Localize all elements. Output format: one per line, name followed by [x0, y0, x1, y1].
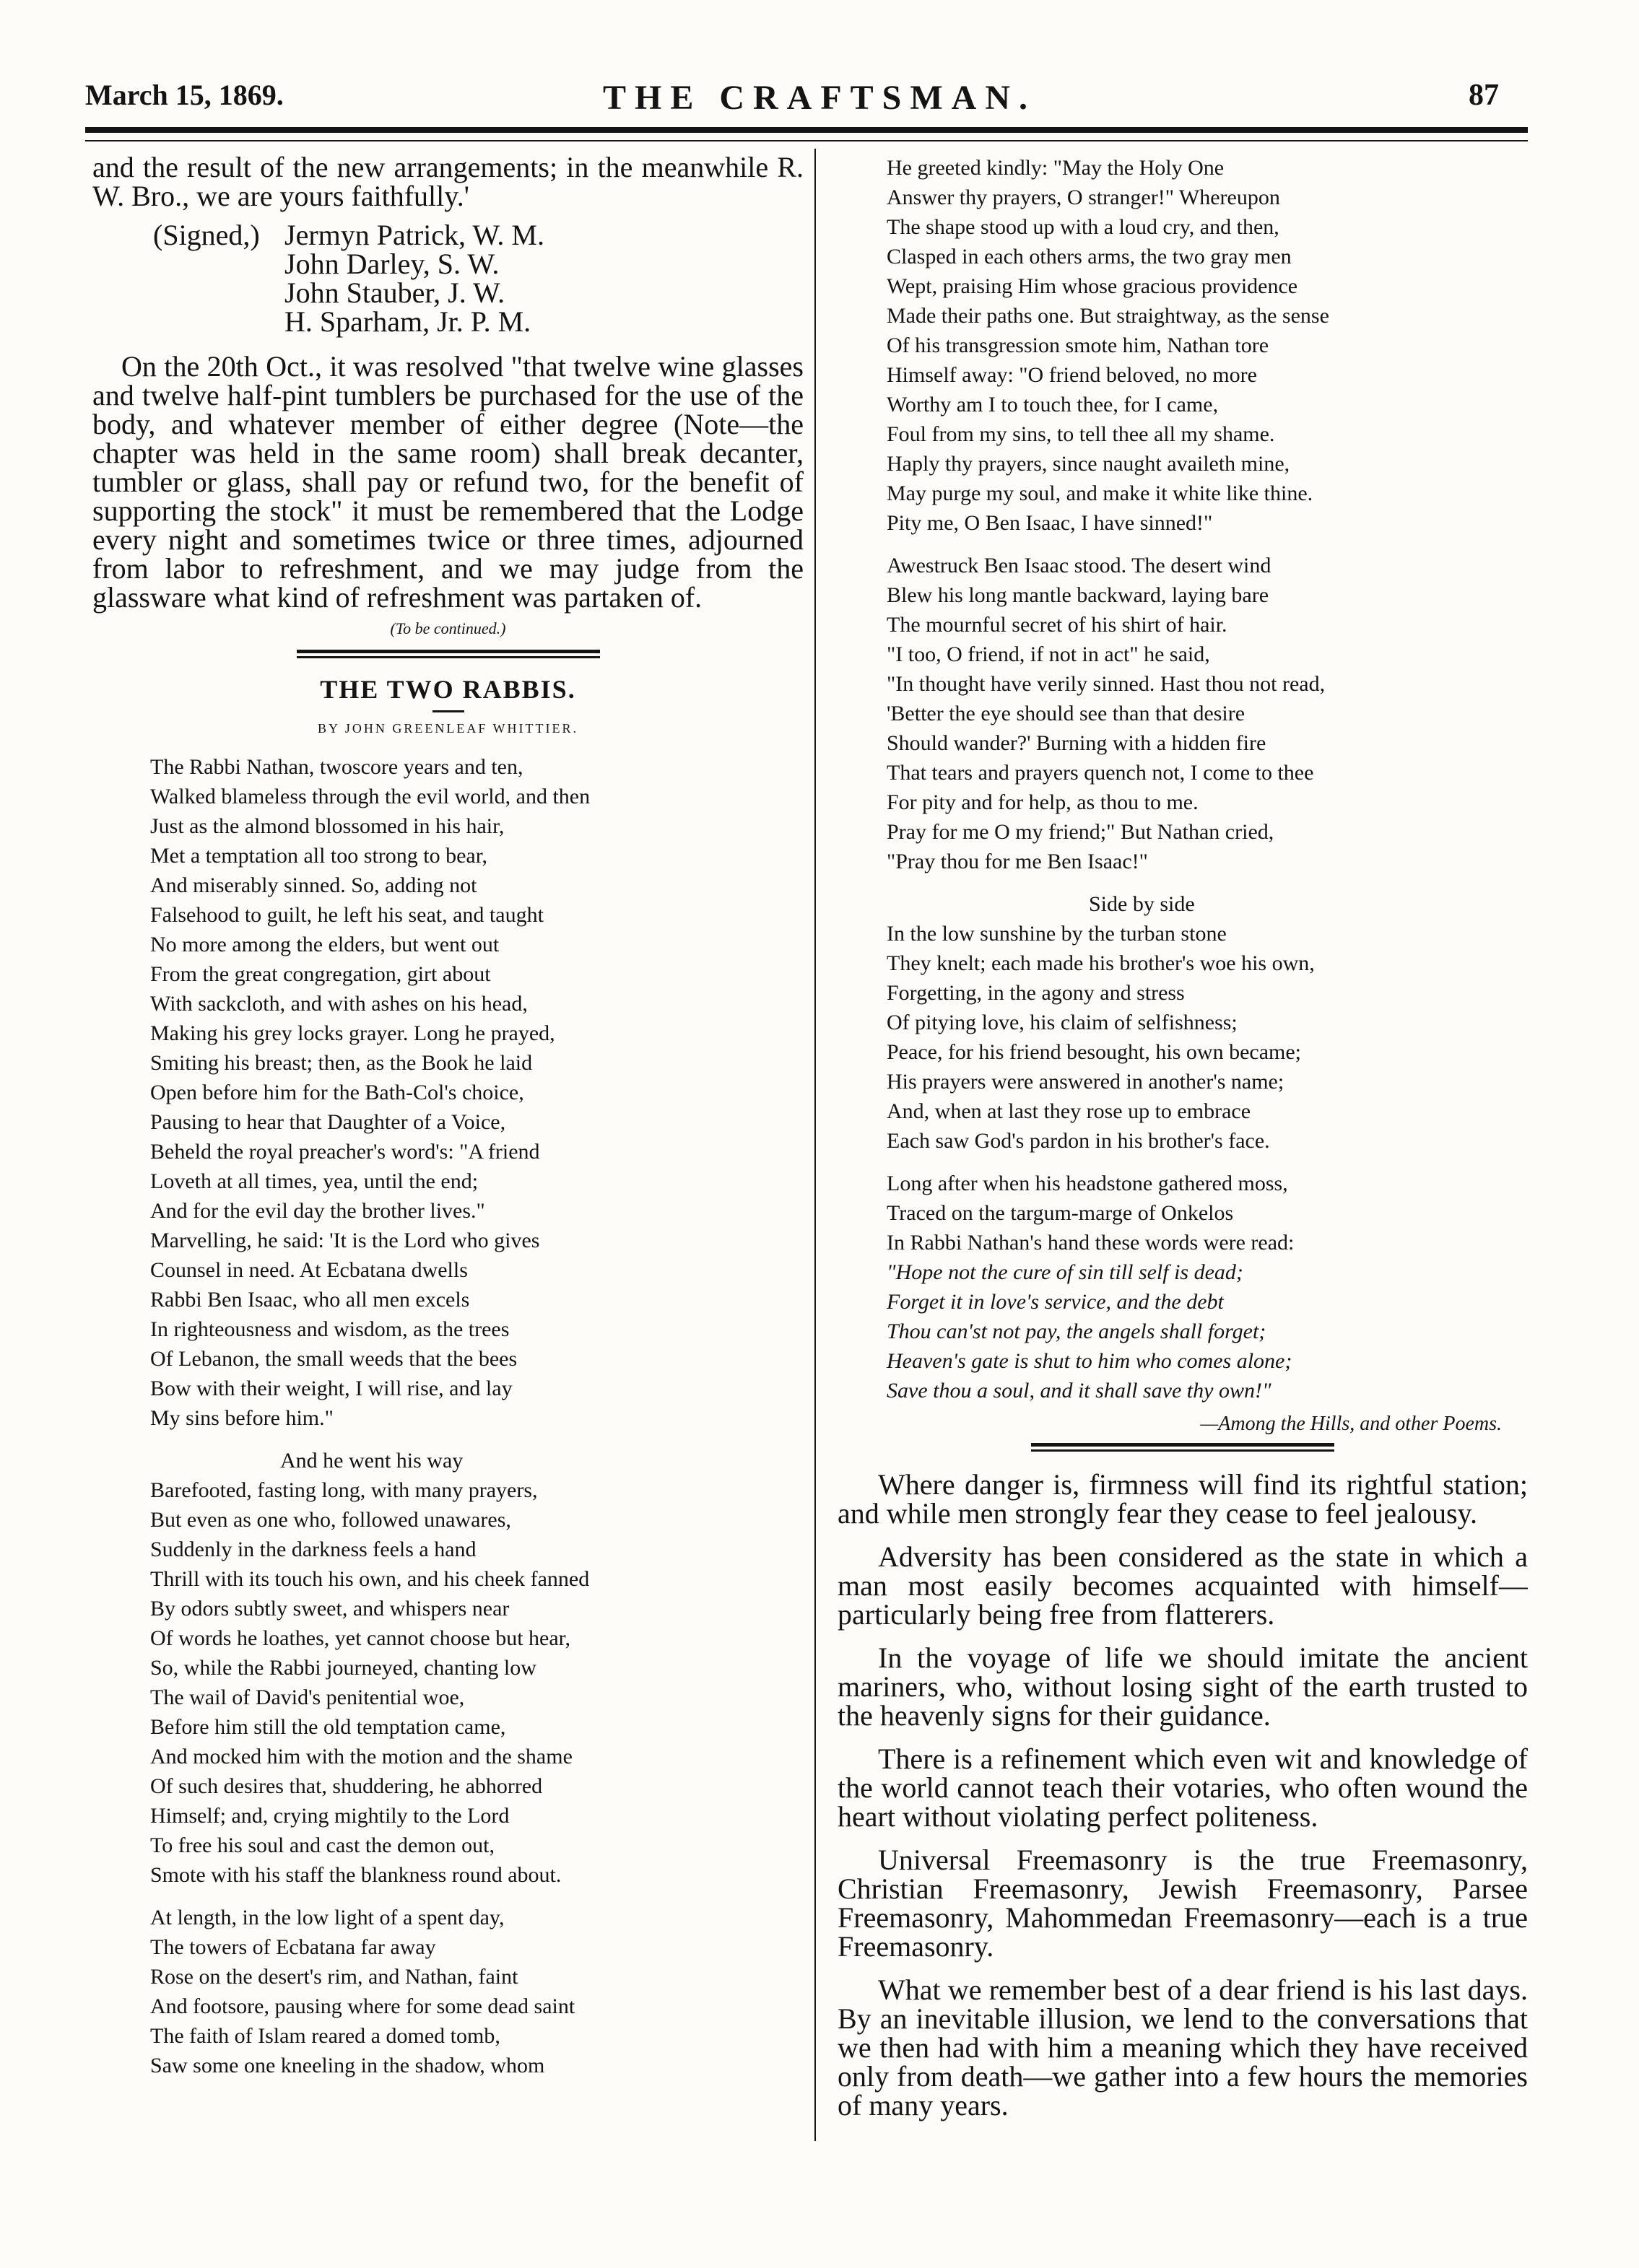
poem-line: Of his transgression smote him, Nathan tore — [887, 333, 1269, 357]
poem-line: Of Lebanon, the small weeds that the bees — [150, 1347, 518, 1371]
poem-line: Rose on the desert's rim, and Nathan, faint — [150, 1965, 518, 1989]
section-divider — [1031, 1443, 1334, 1452]
signer: H. Sparham, Jr. P. M. — [284, 305, 531, 338]
poem-line: The Rabbi Nathan, twoscore years and ten, — [150, 755, 523, 779]
poem-line: Thrill with its touch his own, and his cheek fanned — [150, 1567, 590, 1591]
poem-line: Barefooted, fasting long, with many prayers, — [150, 1478, 538, 1502]
poem-line: Worthy am I to touch thee, for I came, — [887, 393, 1219, 416]
poem-line: From the great congregation, girt about — [150, 962, 491, 986]
poem-line: Long after when his headstone gathered moss, — [887, 1172, 1288, 1195]
poem-line: "In thought have verily sinned. Hast thou not read, — [887, 672, 1326, 696]
poem-line: They knelt; each made his brother's woe his own, — [887, 951, 1315, 975]
poem-line: Pity me, O Ben Isaac, I have sinned!" — [887, 511, 1213, 535]
poem-line: Foul from my sins, to tell thee all my shame. — [887, 422, 1275, 446]
signer: John Darley, S. W. — [284, 248, 500, 280]
poem-line: Traced on the targum-marge of Onkelos — [887, 1201, 1234, 1225]
poem-attribution: —Among the Hills, and other Poems. — [1200, 1413, 1502, 1435]
signer: Jermyn Patrick, W. M. — [284, 219, 544, 251]
poem-line: With sackcloth, and with ashes on his head, — [150, 992, 528, 1016]
poem-line: The shape stood up with a loud cry, and then, — [887, 215, 1279, 239]
poem-line: By odors subtly sweet, and whispers near — [150, 1597, 510, 1621]
poem-line: Smote with his staff the blankness round about. — [150, 1863, 562, 1887]
poem-line: Suddenly in the darkness feels a hand — [150, 1538, 477, 1561]
poem-line: Himself; and, crying mightily to the Lord — [150, 1804, 510, 1828]
right-column — [838, 153, 1528, 2145]
maxim-paragraph: Where danger is, firmness will find its rightful station; and while men strongly fear they cease to feel jealousy. — [838, 1468, 1528, 1530]
poem-line: Met a temptation all too strong to bear, — [150, 844, 488, 868]
poem-line: Of such desires that, shuddering, he abhorred — [150, 1774, 543, 1798]
poem-title: THE TWO RABBIS. — [320, 675, 576, 704]
poem-stanza — [92, 1446, 804, 1890]
poem-line: And mocked him with the motion and the shame — [150, 1745, 573, 1768]
section-divider — [297, 650, 600, 658]
header-rule-thin — [85, 140, 1528, 141]
poem-line: His prayers were answered in another's name; — [887, 1070, 1284, 1094]
poem-line: To free his soul and cast the demon out, — [150, 1833, 495, 1857]
poem-line: Should wander?' Burning with a hidden fire — [887, 731, 1266, 755]
poem-line: My sins before him." — [150, 1406, 334, 1430]
poem-line: Answer thy prayers, O stranger!" Whereupon — [887, 186, 1280, 209]
poem-line: That tears and prayers quench not, I come to thee — [887, 761, 1314, 785]
left-column — [92, 153, 804, 2160]
poem-line: Pray for me O my friend;" But Nathan cried, — [887, 820, 1274, 844]
poem-line: Wept, praising Him whose gracious providence — [887, 274, 1298, 298]
poem-line: May purge my soul, and make it white like thine. — [887, 481, 1313, 505]
poem-line: Marvelling, he said: 'It is the Lord who gives — [150, 1229, 540, 1252]
poem-line: Rabbi Ben Isaac, who all men excels — [150, 1288, 470, 1312]
masthead-title: THE CRAFTSMAN. — [602, 79, 1037, 117]
poem-line: In Rabbi Nathan's hand these words were read: — [887, 1231, 1295, 1255]
signature-block — [92, 221, 804, 336]
poem-line: Of pitying love, his claim of selfishness; — [887, 1011, 1238, 1034]
poem-line: And he went his way — [280, 1449, 464, 1473]
poem-line: And for the evil day the brother lives." — [150, 1199, 485, 1223]
title-rule — [432, 710, 464, 712]
poem-line: Loveth at all times, yea, until the end; — [150, 1169, 479, 1193]
poem-stanza — [838, 1169, 1528, 1257]
poem-line: "I too, O friend, if not in act" he said, — [887, 642, 1210, 666]
poem-line: Peace, for his friend besought, his own became; — [887, 1040, 1301, 1064]
page-number: 87 — [1469, 79, 1499, 112]
signed-label: (Signed,) — [153, 219, 260, 251]
poem-stanza-italic — [838, 1257, 1528, 1405]
poem-line: Each saw God's pardon in his brother's face. — [887, 1129, 1270, 1153]
poem-line: Counsel in need. At Ecbatana dwells — [150, 1258, 468, 1282]
poem-line: So, while the Rabbi journeyed, chanting low — [150, 1656, 536, 1680]
maxim-paragraph: What we remember best of a dear friend is his last days. By an inevitable illusion, we lend to the conversations that we then had with him a meaning which they have received only from death—we gather into a few hours the memories of many years. — [838, 1973, 1528, 2121]
poem-line: Beheld the royal preacher's word's: "A friend — [150, 1140, 540, 1164]
poem-line: Thou can'st not pay, the angels shall forget; — [887, 1320, 1266, 1343]
poem-line: The wail of David's penitential woe, — [150, 1685, 465, 1709]
poem-line: Forget it in love's service, and the debt — [887, 1290, 1224, 1314]
poem-line: Forgetting, in the agony and stress — [887, 981, 1185, 1005]
poem-line: Making his grey locks grayer. Long he prayed, — [150, 1021, 555, 1045]
poem-line: Heaven's gate is shut to him who comes alone; — [887, 1349, 1292, 1373]
poem-line: The mournful secret of his shirt of hair. — [887, 613, 1227, 637]
poem-line: Open before him for the Bath-Col's choice, — [150, 1081, 524, 1104]
poem-line: Blew his long mantle backward, laying bare — [887, 583, 1269, 607]
maxim-paragraph: There is a refinement which even wit and knowledge of the world cannot teach their votaries, who often wound the heart without violating perfect politeness. — [838, 1743, 1528, 1833]
poem-line: In righteousness and wisdom, as the trees — [150, 1317, 510, 1341]
poem-line: And, when at last they rose up to embrace — [887, 1099, 1251, 1123]
poem-line: But even as one who, followed unawares, — [150, 1508, 511, 1532]
maxim-paragraph: In the voyage of life we should imitate the ancient mariners, who, without losing sight of the earth trusted to the heavenly signs for their guidance. — [838, 1641, 1528, 1732]
poem-stanza — [92, 752, 804, 1433]
poem-line: Walked blameless through the evil world, and then — [150, 785, 591, 808]
continued-note: (To be continued.) — [390, 619, 506, 637]
signer-list — [284, 221, 544, 336]
poem-line: Side by side — [1089, 892, 1195, 916]
poem-line: 'Better the eye should see than that desire — [887, 702, 1245, 725]
poem-line: For pity and for help, as thou to me. — [887, 790, 1199, 814]
poem-line: Just as the almond blossomed in his hair, — [150, 814, 505, 838]
poem-line: Before him still the old temptation came, — [150, 1715, 506, 1739]
poem-line: Smiting his breast; then, as the Book he laid — [150, 1051, 533, 1075]
maxim-paragraph: Adversity has been considered as the state in which a man most easily becomes acquainted with himself—particularly being free from flatterers. — [838, 1540, 1528, 1631]
poem-stanza — [92, 1903, 804, 2080]
poem-line: The towers of Ecbatana far away — [150, 1935, 436, 1959]
resolution-paragraph: On the 20th Oct., it was resolved "that twelve wine glasses and twelve half-pint tumblers be purchased for the use of the body, and whatever member of either degree (Note—the chapter was held in the same room) shall break decanter, tumbler or glass, shall pay or refund two, for the benefit of supporting the stock" it must be remembered that the Lodge every night and sometimes twice or three times, adjourned from labor to refreshment, and we may judge from the glassware what kind of refreshment was partaken of. — [92, 350, 804, 614]
header-rule-thick — [85, 127, 1528, 133]
poem-line: No more among the elders, but went out — [150, 933, 500, 956]
poem-line: "Hope not the cure of sin till self is dead; — [887, 1260, 1243, 1284]
poem-stanza — [838, 153, 1528, 538]
poem-line: Made their paths one. But straightway, as the sense — [887, 304, 1329, 328]
poem-line: Of words he loathes, yet cannot choose but hear, — [150, 1626, 570, 1650]
poem-line: Pausing to hear that Daughter of a Voice, — [150, 1110, 506, 1134]
poem-line: Falsehood to guilt, he left his seat, and taught — [150, 903, 544, 927]
poem-line: Haply thy prayers, since naught availeth mine, — [887, 452, 1290, 476]
poem-line: Himself away: "O friend beloved, no more — [887, 363, 1257, 387]
column-separator — [814, 149, 816, 2141]
header-date: March 15, 1869. — [85, 79, 284, 111]
maxim-paragraph: Universal Freemasonry is the true Freemasonry, Christian Freemasonry, Jewish Freemasonry, Parsee Freemasonry, Mahommedan Freemasonry—each is a true Freemasonry. — [838, 1844, 1528, 1963]
poem-byline: BY JOHN GREENLEAF WHITTIER. — [318, 721, 578, 736]
poem-line: At length, in the low light of a spent day, — [150, 1906, 505, 1929]
opening-paragraph: and the result of the new arrangements; in the meanwhile R. W. Bro., we are yours faithfully.' — [92, 153, 804, 212]
poem-stanza — [838, 551, 1528, 876]
poem-line: In the low sunshine by the turban stone — [887, 922, 1227, 946]
poem-line: Awestruck Ben Isaac stood. The desert wind — [887, 554, 1271, 577]
poem-line: And footsore, pausing where for some dead saint — [150, 1994, 575, 2018]
poem-line: And miserably sinned. So, adding not — [150, 873, 477, 897]
poem-line: Bow with their weight, I will rise, and lay — [150, 1377, 513, 1400]
poem-stanza — [838, 889, 1528, 1156]
signer: John Stauber, J. W. — [284, 276, 505, 309]
poem-line: Save thou a soul, and it shall save thy own!" — [887, 1379, 1271, 1403]
poem-line: He greeted kindly: "May the Holy One — [887, 156, 1225, 180]
poem-line: The faith of Islam reared a domed tomb, — [150, 2024, 500, 2048]
poem-line: "Pray thou for me Ben Isaac!" — [887, 850, 1148, 873]
poem-line: Saw some one kneeling in the shadow, whom — [150, 2054, 545, 2077]
poem-line: Clasped in each others arms, the two gray men — [887, 245, 1292, 269]
